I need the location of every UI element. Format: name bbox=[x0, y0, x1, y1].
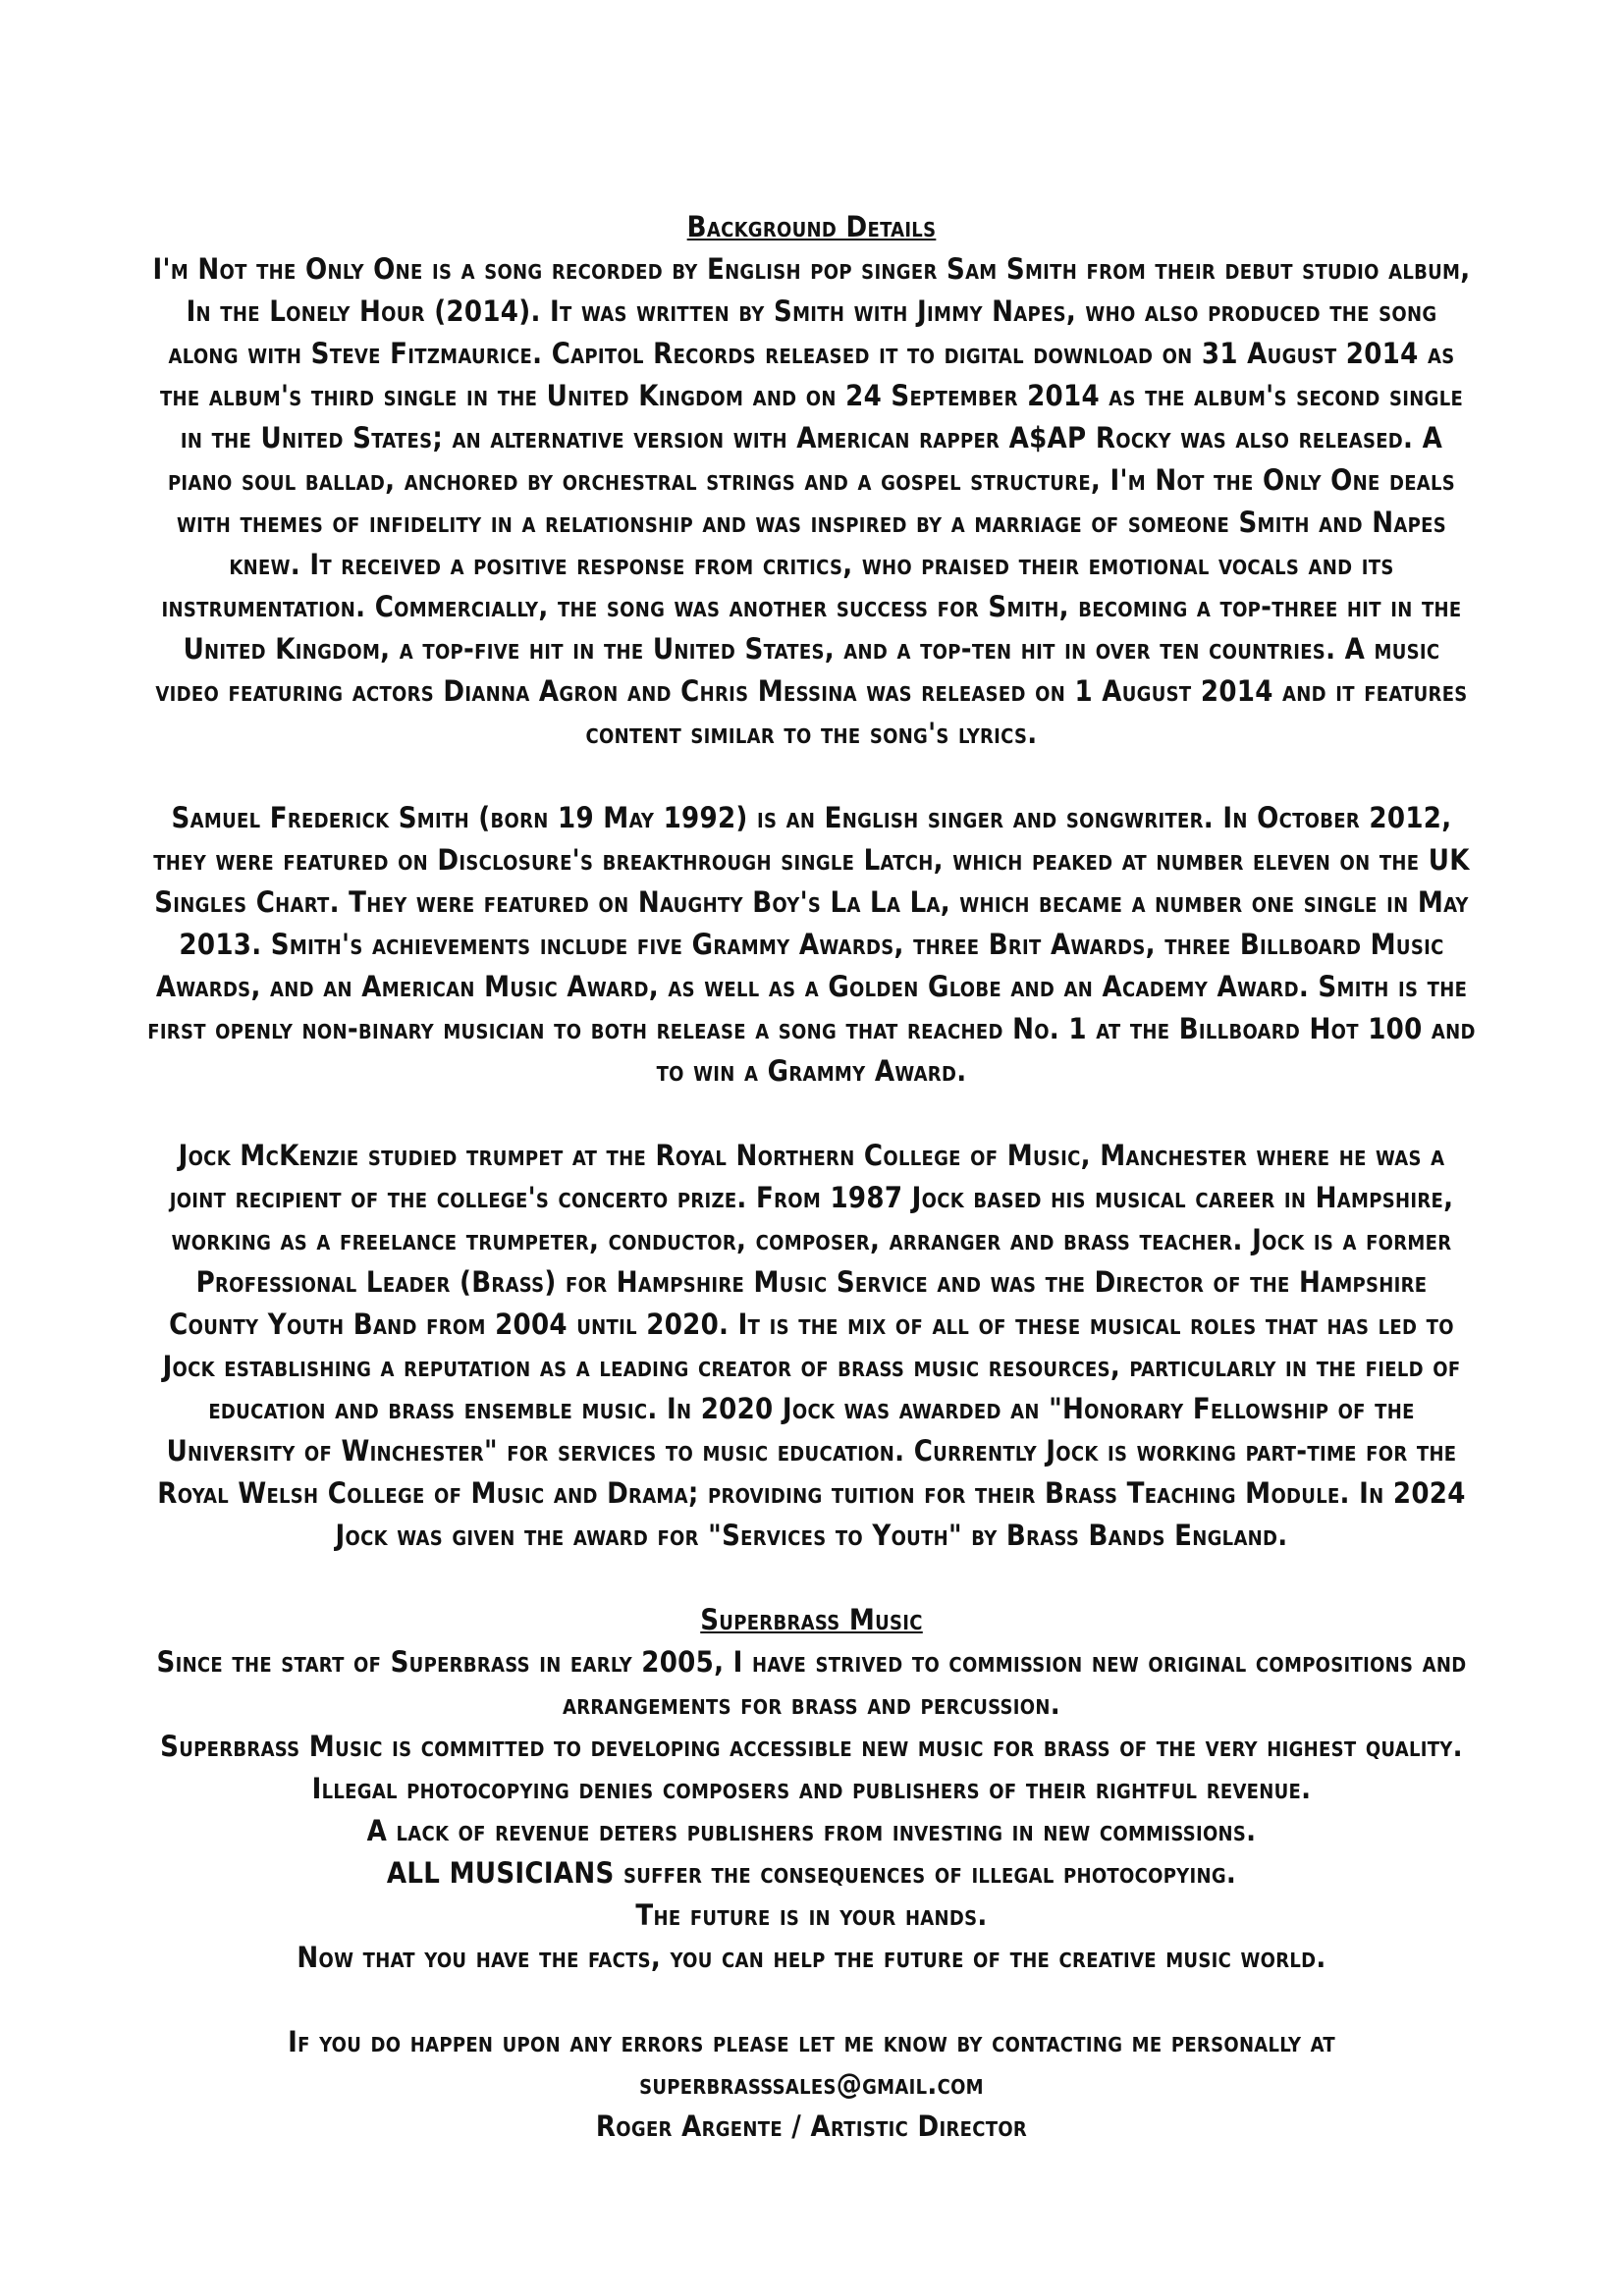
contact-email: superbrasssales@gmail.com bbox=[639, 2067, 984, 2101]
spacer bbox=[147, 755, 1476, 797]
superbrass-line: The future is in your hands. bbox=[635, 1898, 988, 1932]
superbrass-line: Superbrass Music is committed to developing accessible new music for brass of the very highest quality. bbox=[160, 1730, 1463, 1763]
background-paragraph-song: I'm Not the Only One is a song recorded by English pop singer Sam Smith from their debut studio album, In the Lonely Hour (2014). It was written by Smith with Jimmy Napes, who also produced the song along with Steve Fitzmaurice. Capitol Records released it to digital download on 31 August 2014 as the album's third single in the United Kingdom and on 24 September 2014 as the album's second single in the United States; an alternative version with American rapper A$AP Rocky was also released. A piano soul ballad, anchored by orchestral strings and a gospel structure, I'm Not the Only One deals with themes of infidelity in a relationship and was inspired by a marriage of someone Smith and Napes knew. It received a positive response from critics, who praised their emotional vocals and its instrumentation. Commercially, the song was another success for Smith, becoming a top-three hit in the United Kingdom, a top-five hit in the United States, and a top-ten hit in over ten countries. A music video featuring actors Dianna Agron and Chris Messina was released on 1 August 2014 and it features content similar to the song's lyrics. bbox=[152, 252, 1471, 750]
superbrass-line: Now that you have the facts, you can help the future of the creative music world. bbox=[297, 1941, 1326, 1974]
background-paragraph-arranger: Jock McKenzie studied trumpet at the Royal Northern College of Music, Manchester where he was a joint recipient of the college's concerto prize. From 1987 Jock based his musical career in Hampshire, working as a freelance trumpeter, conductor, composer, arranger and brass teacher. Jock is a former Professional Leader (Brass) for Hampshire Music Service and was the Director of the Hampshire County Youth Band from 2004 until 2020. It is the mix of all of these musical roles that has led to Jock establishing a reputation as a leading creator of brass music resources, particularly in the field of education and brass ensemble music. In 2020 Jock was awarded an "Honorary Fellowship of the University of Winchester" for services to music education. Currently Jock is working part-time for the Royal Welsh College of Music and Drama; providing tuition for their Brass Teaching Module. In 2024 Jock was given the award for "Services to Youth" by Brass Bands England. bbox=[157, 1139, 1466, 1552]
superbrass-line: Illegal photocopying denies composers and publishers of their rightful revenue. bbox=[311, 1772, 1312, 1805]
superbrass-line: A lack of revenue deters publishers from investing in new commissions. bbox=[366, 1814, 1257, 1847]
musicians-emphasis: ALL MUSICIANS bbox=[386, 1856, 615, 1890]
background-paragraph-artist: Samuel Frederick Smith (born 19 May 1992) is an English singer and songwriter. In October 2012, they were featured on Disclosure's breakthrough single Latch, which peaked at number eleven on the UK Singles Chart. They were featured on Naughty Boy's La La La, which became a number one single in May 2013. Smith's achievements include five Grammy Awards, three Brit Awards, three Billboard Music Awards, and an American Music Award, as well as a Golden Globe and an Academy Award. Smith is the first openly non-binary musician to both release a song that reached No. 1 at the Billboard Hot 100 and to win a Grammy Award. bbox=[147, 801, 1476, 1088]
signature: Roger Argente / Artistic Director bbox=[595, 2109, 1028, 2143]
document-page bbox=[147, 206, 1476, 2148]
musicians-rest: suffer the consequences of illegal photocopying. bbox=[614, 1856, 1237, 1890]
superbrass-heading: Superbrass Music bbox=[700, 1603, 923, 1636]
superbrass-line: Since the start of Superbrass in early 2005, I have strived to commission new original compositions and arrangements for brass and percussion. bbox=[156, 1645, 1467, 1721]
background-heading: Background Details bbox=[686, 210, 937, 243]
spacer bbox=[147, 1979, 1476, 2021]
spacer bbox=[147, 1093, 1476, 1135]
superbrass-musicians-line bbox=[147, 1852, 1476, 1895]
spacer bbox=[147, 1557, 1476, 1599]
contact-text: If you do happen upon any errors please let me know by contacting me personally at bbox=[288, 2025, 1335, 2058]
